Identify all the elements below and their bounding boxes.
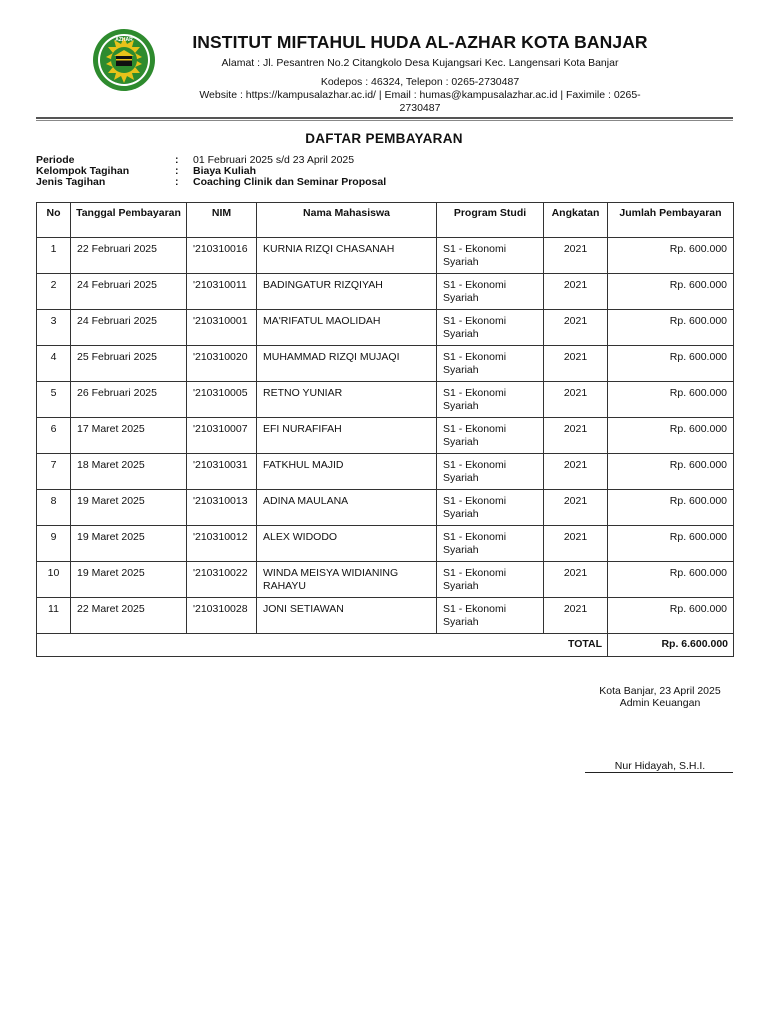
cell-no: 7: [37, 454, 71, 490]
cell-amount: Rp. 600.000: [608, 346, 734, 382]
cell-date: 26 Februari 2025: [71, 382, 187, 418]
cell-name: RETNO YUNIAR: [257, 382, 437, 418]
table-row: [37, 526, 734, 562]
cell-name: WINDA MEISYA WIDIANING RAHAYU: [257, 562, 437, 598]
meta-label: Periode: [36, 154, 75, 166]
cell-date: 24 Februari 2025: [71, 310, 187, 346]
cell-program: S1 - Ekonomi Syariah: [437, 562, 544, 598]
institution-web: [170, 89, 670, 115]
cell-amount: Rp. 600.000: [608, 274, 734, 310]
cell-program: S1 - Ekonomi Syariah: [437, 238, 544, 274]
cell-amount: Rp. 600.000: [608, 418, 734, 454]
cell-amount: Rp. 600.000: [608, 562, 734, 598]
cell-year: 2021: [544, 238, 608, 274]
cell-nim: '210310012: [187, 526, 257, 562]
header-divider: [36, 117, 733, 119]
cell-program: S1 - Ekonomi Syariah: [437, 382, 544, 418]
meta-value: Biaya Kuliah: [193, 165, 257, 177]
cell-program: S1 - Ekonomi Syariah: [437, 526, 544, 562]
cell-nim: '210310022: [187, 562, 257, 598]
cell-program: S1 - Ekonomi Syariah: [437, 346, 544, 382]
signature-line: [585, 772, 733, 773]
meta-colon: :: [175, 176, 179, 188]
cell-no: 1: [37, 238, 71, 274]
cell-nim: '210310020: [187, 346, 257, 382]
cell-program: S1 - Ekonomi Syariah: [437, 454, 544, 490]
cell-name: KURNIA RIZQI CHASANAH: [257, 238, 437, 274]
cell-name: FATKHUL MAJID: [257, 454, 437, 490]
cell-nim: '210310013: [187, 490, 257, 526]
letterhead: [0, 0, 768, 120]
signature-place-date: Kota Banjar, 23 April 2025: [599, 685, 721, 697]
total-value: Rp. 6.600.000: [608, 634, 734, 657]
cell-nim: '210310007: [187, 418, 257, 454]
cell-amount: Rp. 600.000: [608, 238, 734, 274]
col-header-program: Program Studi: [437, 203, 544, 238]
cell-name: JONI SETIAWAN: [257, 598, 437, 634]
cell-name: MUHAMMAD RIZQI MUJAQI: [257, 346, 437, 382]
cell-amount: Rp. 600.000: [608, 382, 734, 418]
cell-no: 9: [37, 526, 71, 562]
table-row: [37, 310, 734, 346]
cell-nim: '210310016: [187, 238, 257, 274]
cell-year: 2021: [544, 418, 608, 454]
cell-name: MA'RIFATUL MAOLIDAH: [257, 310, 437, 346]
cell-amount: Rp. 600.000: [608, 526, 734, 562]
cell-program: S1 - Ekonomi Syariah: [437, 418, 544, 454]
cell-year: 2021: [544, 562, 608, 598]
meta-value: Coaching Clinik dan Seminar Proposal: [193, 176, 387, 188]
cell-program: S1 - Ekonomi Syariah: [437, 598, 544, 634]
cell-no: 10: [37, 562, 71, 598]
table-row: [37, 598, 734, 634]
cell-amount: Rp. 600.000: [608, 310, 734, 346]
col-header-name: Nama Mahasiswa: [257, 203, 437, 238]
cell-date: 22 Maret 2025: [71, 598, 187, 634]
cell-date: 22 Februari 2025: [71, 238, 187, 274]
cell-date: 24 Februari 2025: [71, 274, 187, 310]
cell-no: 11: [37, 598, 71, 634]
institution-name: INSTITUT MIFTAHUL HUDA AL-AZHAR KOTA BANJAR: [192, 32, 648, 52]
cell-year: 2021: [544, 382, 608, 418]
cell-no: 4: [37, 346, 71, 382]
table-row: [37, 454, 734, 490]
meta-label: Jenis Tagihan: [36, 176, 106, 188]
table-row: [37, 382, 734, 418]
cell-no: 8: [37, 490, 71, 526]
institution-address: Alamat : Jl. Pesantren No.2 Citangkolo Desa Kujangsari Kec. Langensari Kota Banjar: [221, 57, 619, 69]
cell-no: 2: [37, 274, 71, 310]
cell-nim: '210310001: [187, 310, 257, 346]
cell-year: 2021: [544, 490, 608, 526]
cell-year: 2021: [544, 598, 608, 634]
table-row: [37, 346, 734, 382]
signature-role: Admin Keuangan: [619, 697, 701, 709]
col-header-amount: Jumlah Pembayaran: [608, 203, 734, 238]
col-header-no: No: [37, 203, 71, 238]
table-row: [37, 562, 734, 598]
meta-colon: :: [175, 165, 179, 177]
total-row: [37, 634, 734, 657]
cell-amount: Rp. 600.000: [608, 490, 734, 526]
table-row: [37, 418, 734, 454]
cell-year: 2021: [544, 274, 608, 310]
cell-year: 2021: [544, 310, 608, 346]
cell-amount: Rp. 600.000: [608, 598, 734, 634]
cell-program: S1 - Ekonomi Syariah: [437, 274, 544, 310]
cell-nim: '210310031: [187, 454, 257, 490]
payment-table: [36, 202, 734, 657]
cell-date: 18 Maret 2025: [71, 454, 187, 490]
table-row: [37, 490, 734, 526]
signature-name: Nur Hidayah, S.H.I.: [614, 760, 706, 772]
cell-no: 5: [37, 382, 71, 418]
institution-web-line2: 2730487: [399, 102, 441, 114]
col-header-nim: NIM: [187, 203, 257, 238]
document-title: DAFTAR PEMBAYARAN: [305, 131, 463, 146]
header-divider-thin: [36, 120, 733, 121]
cell-date: 17 Maret 2025: [71, 418, 187, 454]
cell-program: S1 - Ekonomi Syariah: [437, 490, 544, 526]
cell-amount: Rp. 600.000: [608, 454, 734, 490]
table-header-row: [37, 203, 734, 238]
cell-nim: '210310028: [187, 598, 257, 634]
cell-date: 25 Februari 2025: [71, 346, 187, 382]
cell-no: 6: [37, 418, 71, 454]
institution-contact: Kodepos : 46324, Telepon : 0265-2730487: [320, 76, 520, 88]
meta-value: 01 Februari 2025 s/d 23 April 2025: [193, 154, 355, 166]
table-row: [37, 238, 734, 274]
institution-web-line1: Website : https://kampusalazhar.ac.id/ | Email : humas@kampusalazhar.ac.id | Faximile : 0265-: [199, 89, 641, 101]
cell-nim: '210310005: [187, 382, 257, 418]
cell-date: 19 Maret 2025: [71, 562, 187, 598]
cell-year: 2021: [544, 526, 608, 562]
meta-colon: :: [175, 154, 179, 166]
cell-name: EFI NURAFIFAH: [257, 418, 437, 454]
institution-logo-icon: [92, 28, 156, 92]
cell-year: 2021: [544, 454, 608, 490]
col-header-year: Angkatan: [544, 203, 608, 238]
svg-text:AZHAR: AZHAR: [115, 37, 133, 43]
cell-no: 3: [37, 310, 71, 346]
meta-label: Kelompok Tagihan: [36, 165, 130, 177]
col-header-date: Tanggal Pembayaran: [71, 203, 187, 238]
cell-date: 19 Maret 2025: [71, 526, 187, 562]
cell-name: BADINGATUR RIZQIYAH: [257, 274, 437, 310]
cell-name: ALEX WIDODO: [257, 526, 437, 562]
cell-name: ADINA MAULANA: [257, 490, 437, 526]
total-label: TOTAL: [37, 634, 608, 657]
cell-program: S1 - Ekonomi Syariah: [437, 310, 544, 346]
table-row: [37, 274, 734, 310]
cell-date: 19 Maret 2025: [71, 490, 187, 526]
cell-year: 2021: [544, 346, 608, 382]
cell-nim: '210310011: [187, 274, 257, 310]
